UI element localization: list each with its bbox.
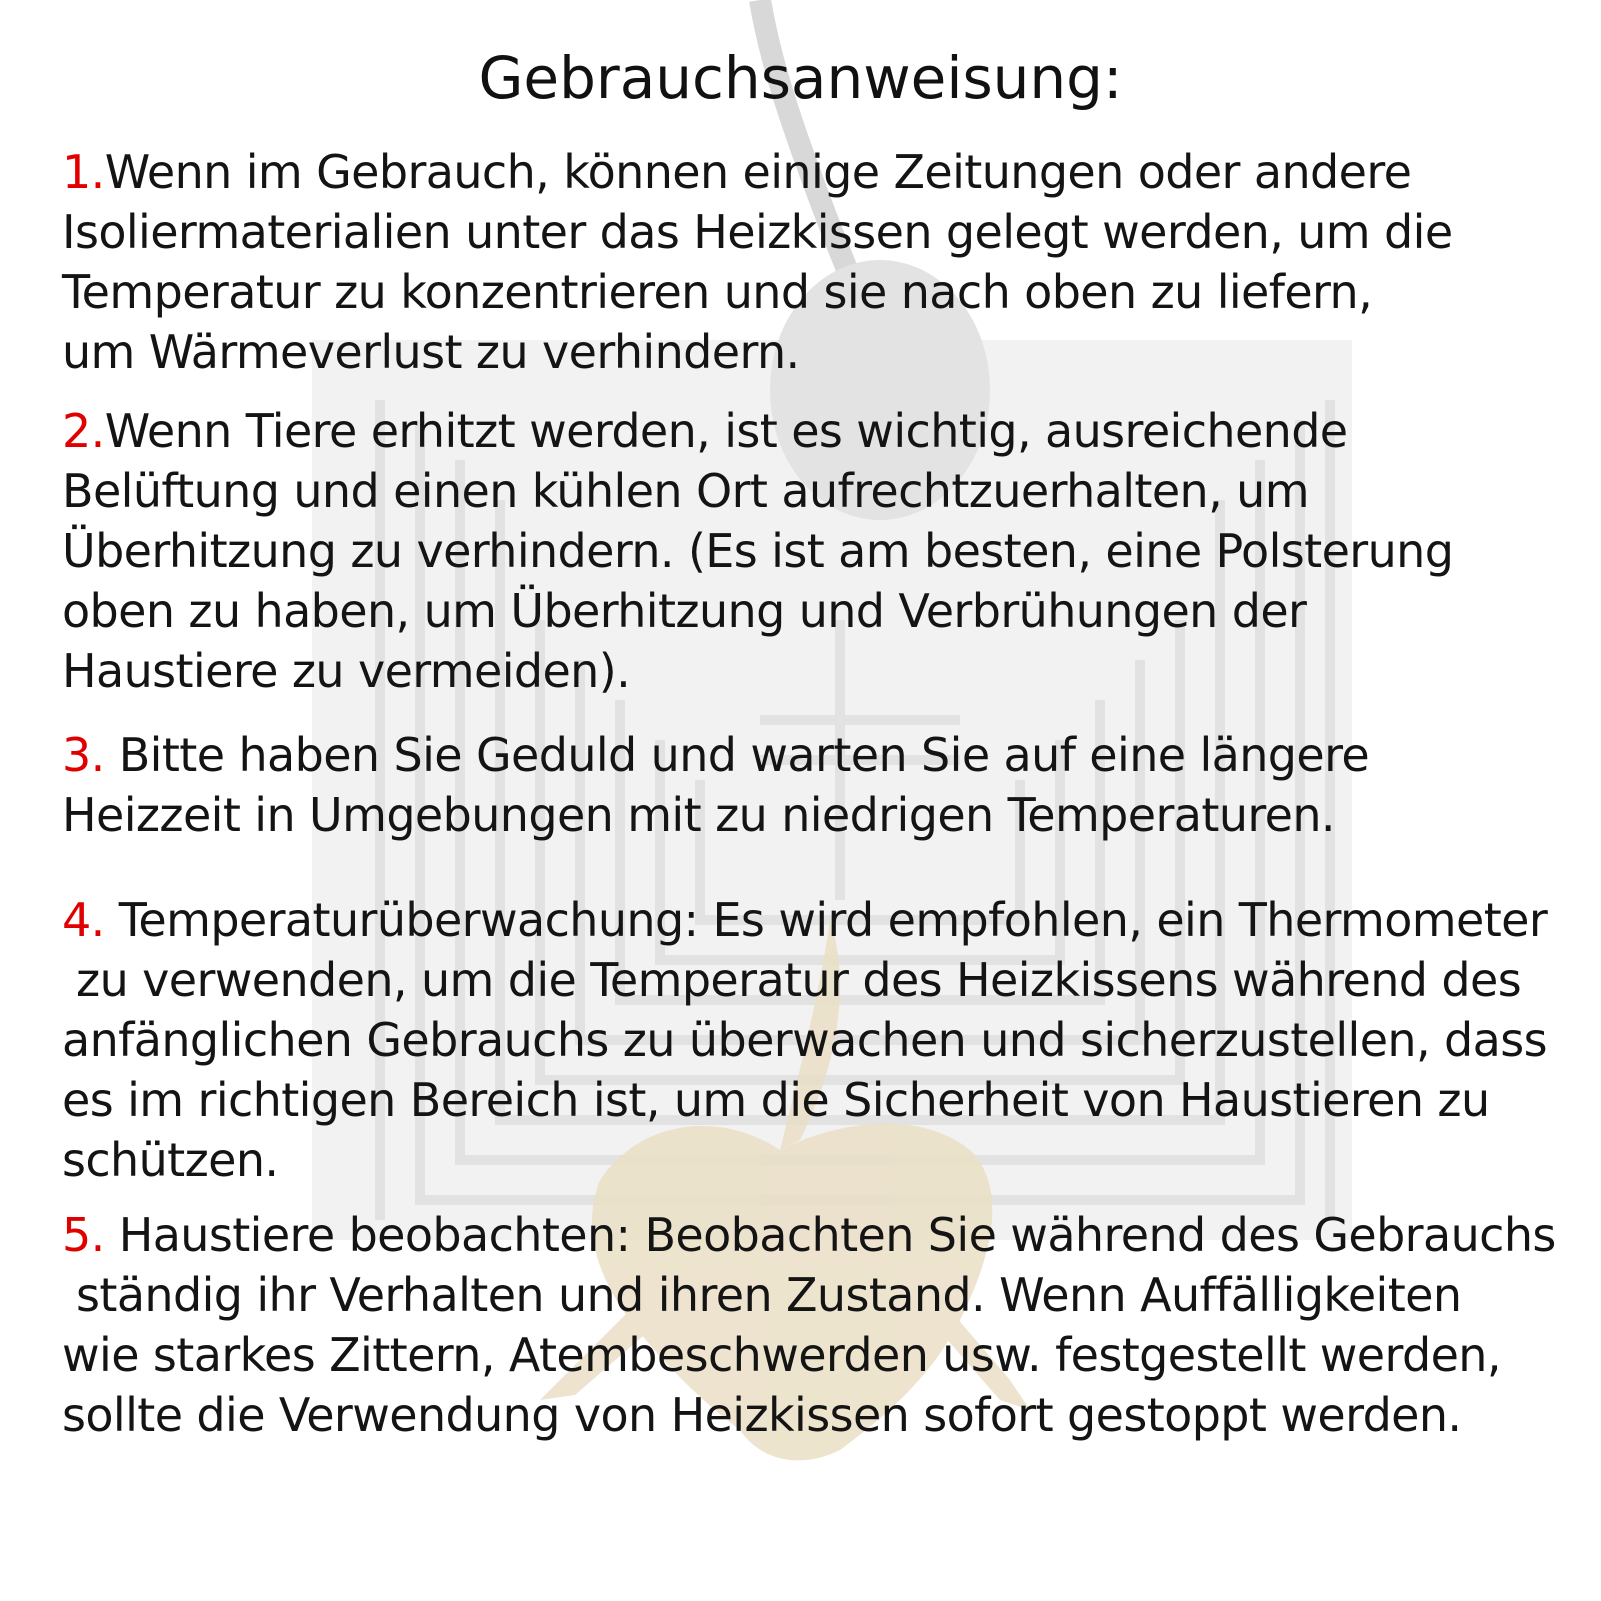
instruction-number: 4. [62, 893, 105, 947]
instruction-line: sollte die Verwendung von Heizkissen sofort gestoppt werden. [62, 1388, 1462, 1442]
instruction-line: es im richtigen Bereich ist, um die Sicherheit von Haustieren zu [62, 1073, 1490, 1127]
instruction-line: Überhitzung zu verhindern. (Es ist am besten, eine Polsterung [62, 524, 1454, 578]
instruction-item-4 [62, 890, 1547, 1190]
instruction-line: Haustiere zu vermeiden). [62, 644, 631, 698]
instruction-line: 4. Temperaturüberwachung: Es wird empfohlen, ein Thermometer [62, 893, 1548, 947]
page-title: Gebrauchsanweisung: [478, 44, 1123, 112]
instruction-line: schützen. [62, 1133, 279, 1187]
instruction-number: 1. [62, 145, 105, 199]
instruction-line: Heizzeit in Umgebungen mit zu niedrigen Temperaturen. [62, 788, 1335, 842]
instruction-item-5 [62, 1205, 1556, 1445]
instruction-line: Belüftung und einen kühlen Ort aufrechtzuerhalten, um [62, 464, 1309, 518]
instruction-number: 3. [62, 728, 105, 782]
instruction-item-3 [62, 725, 1369, 845]
instruction-line: anfänglichen Gebrauchs zu überwachen und sicherzustellen, dass [62, 1013, 1547, 1067]
instruction-item-1 [62, 142, 1453, 382]
instruction-line: Temperatur zu konzentrieren und sie nach oben zu liefern, [62, 265, 1373, 319]
instruction-line: 3. Bitte haben Sie Geduld und warten Sie auf eine längere [62, 728, 1370, 782]
instruction-line: 5. Haustiere beobachten: Beobachten Sie während des Gebrauchs [62, 1208, 1556, 1262]
instruction-number: 2. [62, 404, 105, 458]
instruction-line: ständig ihr Verhalten und ihren Zustand. Wenn Auffälligkeiten [62, 1268, 1462, 1322]
instruction-line: um Wärmeverlust zu verhindern. [62, 325, 800, 379]
instruction-line: Isoliermaterialien unter das Heizkissen gelegt werden, um die [62, 205, 1453, 259]
instruction-number: 5. [62, 1208, 105, 1262]
instruction-line: zu verwenden, um die Temperatur des Heizkissens während des [62, 953, 1522, 1007]
instruction-line: 2.Wenn Tiere erhitzt werden, ist es wichtig, ausreichende [62, 404, 1348, 458]
instruction-line: 1.Wenn im Gebrauch, können einige Zeitungen oder andere [62, 145, 1412, 199]
instruction-line: oben zu haben, um Überhitzung und Verbrühungen der [62, 584, 1307, 638]
instruction-line: wie starkes Zittern, Atembeschwerden usw. festgestellt werden, [62, 1328, 1501, 1382]
instruction-item-2 [62, 401, 1453, 701]
